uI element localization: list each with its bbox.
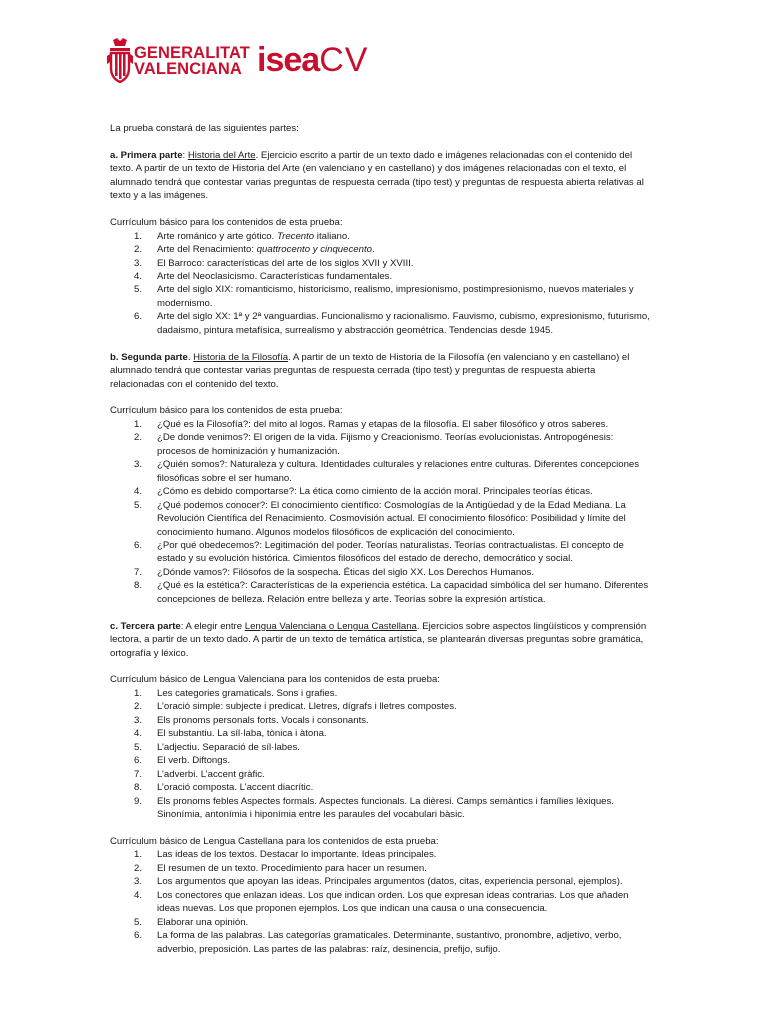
- list-item: 4. El substantiu. La síl·laba, tònica i àtona.: [134, 728, 327, 740]
- generalitat-line-1: GENERALITAT: [134, 44, 250, 62]
- part-a-text: . Ejercicio escrito a partir de un texto dado e imágenes relacionadas con el contenido del texto. A partir de un texto de Historia del Arte (en valenciano y en castellano) y dos imágenes relacionadas con el texto, el alumnado tendrá que contestar varias preguntas de respuesta cerrada (tipo test) y preguntas de respuesta abierta relativas al texto y a las imágenes.: [110, 149, 644, 202]
- list-item: 8. L’oració composta. L’accent diacrític.: [134, 782, 314, 794]
- item-text: ¿Qué es la estética?: Características de la experiencia estética. La capacidad simbólica del ser humano. Diferentes concepciones de belleza. Relación entre belleza y arte. Teorías sobre la expresión artística.: [157, 580, 649, 605]
- item-text: Elaborar una opinión.: [157, 916, 249, 928]
- item-text: Les categories gramaticals. Sons i grafies.: [157, 687, 338, 699]
- list-item: 7. L’adverbi. L’accent gràfic.: [134, 768, 265, 780]
- generalitat-wordmark: [134, 45, 250, 77]
- list-item: 5. ¿Qué podemos conocer?: El conocimiento científico: Cosmologías de la Antigüedad y de la Edad Mediana. La Revolución Científica del Renacimiento. Cosmovisión actual. El conocimiento filosófico: Posibilidad y límite del conocimiento humano. Algunos modelos filosóficos de explicación del conocimiento.: [134, 499, 626, 538]
- list-item: 4. ¿Cómo es debido comportarse?: La ética como cimiento de la acción moral. Principales teorías éticas.: [134, 486, 593, 498]
- part-c-text: . Ejercicios sobre aspectos lingüísticos y comprensión lectora, a partir de un texto dado. A partir de un texto de temática artística, se plantearán diversas preguntas sobre gramática, ortografía y léxico.: [110, 620, 647, 659]
- list-item: 5. Arte del siglo XIX: romanticismo, historicismo, realismo, impresionismo, postimpresionismo, nuevos materiales y modernismo.: [134, 284, 634, 309]
- iseacv-logo: [257, 40, 368, 80]
- item-text: El Barroco: características del arte de los siglos XVII y XVIII.: [157, 257, 414, 269]
- list-item: 6. Arte del siglo XX: 1ª y 2ª vanguardias. Funcionalismo y racionalismo. Fauvismo, cubismo, expresionismo, futurismo, dadaismo, pintura metafísica, surrealismo y abstracción geométrica. Tendencias desde 1945.: [134, 311, 650, 336]
- part-b-text: . A partir de un texto de Historia de la Filosofía (en valenciano y en castellano) el alumnado tendrá que contestar varias preguntas de respuesta cerrada (tipo test) y preguntas de respuesta abierta relacionadas con el contenido del texto.: [110, 351, 630, 390]
- list-item: 3. ¿Quién somos?: Naturaleza y cultura. Identidades culturales y relaciones entre culturas. Diferentes concepciones filosóficas sobre el ser humano.: [134, 459, 640, 484]
- item-text: ¿Qué podemos conocer?: El conocimiento científico: Cosmologías de la Antigüedad y de la Edad Mediana. La Revolución Científica del Renacimiento. Cosmovisión actual. El conocimiento filosófico: Posibilidad y límite del conocimiento humano. Algunos modelos filosóficos de explicación del conocimiento.: [157, 499, 626, 538]
- part-a-label: a. Primera parte: [110, 149, 183, 161]
- item-text: Los argumentos que apoyan las ideas. Principales argumentos (datos, citas, experiencia personal, ejemplos).: [157, 876, 623, 888]
- list-item: 7. ¿Dónde vamos?: Filósofos de la sospecha. Éticas del siglo XX. Los Derechos Humanos.: [134, 566, 535, 578]
- item-text: Arte del siglo XIX: romanticismo, historicismo, realismo, impresionismo, postimpresionismo, nuevos materiales y modernismo.: [157, 284, 634, 309]
- page-header: [107, 38, 407, 88]
- item-text: L’adverbi. L’accent gràfic.: [157, 768, 265, 780]
- item-text: ¿Qué es la Filosofía?: del mito al logos. Ramas y etapas de la filosofía. El saber filosófico y otros saberes.: [157, 418, 609, 430]
- part-a-subject: Historia del Arte: [187, 149, 256, 161]
- part-b-sep: .: [187, 351, 194, 363]
- part-c-paragraph: [110, 620, 650, 660]
- item-text: El substantiu. La síl·laba, tònica i àtona.: [157, 728, 327, 740]
- list-item: 5. Elaborar una opinión.: [134, 916, 249, 928]
- castellana-curriculum-title: Currículum básico de Lengua Castellana para los contenidos de esta prueba:: [110, 835, 439, 847]
- isea-text: isea: [257, 41, 320, 79]
- document-body: [110, 122, 650, 956]
- item-text: Arte del Renacimiento:: [157, 244, 257, 256]
- part-c-label: c. Tercera parte: [110, 620, 181, 632]
- item-text: ¿Cómo es debido comportarse?: La ética como cimiento de la acción moral. Principales teorías éticas.: [157, 486, 593, 498]
- list-item: 2. Arte del Renacimiento: quattrocento y cinquecento.: [134, 244, 375, 256]
- item-text: Arte del Neoclasicismo. Características fundamentales.: [157, 270, 393, 282]
- item-text: Las ideas de los textos. Destacar lo importante. Ideas principales.: [157, 849, 437, 861]
- list-item: 3. El Barroco: características del arte de los siglos XVII y XVIII.: [134, 257, 414, 269]
- list-item: 2. L’oració simple: subjecte i predicat. Lletres, dígrafs i lletres compostes.: [134, 701, 457, 713]
- valenciana-curriculum-title: Currículum básico de Lengua Valenciana para los contenidos de esta prueba:: [110, 674, 440, 686]
- cv-text: CV: [319, 41, 369, 79]
- list-item: 2. ¿De donde venimos?: El origen de la vida. Fijismo y Creacionismo. Teorías evolucionistas. Antropogénesis: procesos de hominización y humanización.: [134, 432, 614, 457]
- list-item: 8. ¿Qué es la estética?: Características de la experiencia estética. La capacidad simbólica del ser humano. Diferentes concepciones de belleza. Relación entre belleza y arte. Teorías sobre la expresión artística.: [134, 580, 649, 605]
- item-text: Els pronoms personals forts. Vocals i consonants.: [157, 714, 369, 726]
- item-italic: cinquecento: [320, 244, 372, 256]
- item-text: Arte románico y arte gótico.: [157, 230, 277, 242]
- list-item: 6. La forma de las palabras. Las categorías gramaticales. Determinante, sustantivo, pronombre, adjetivo, verbo, adverbio, preposición. Las partes de las palabras: raíz, desinencia, prefijo, sufijo.: [134, 930, 622, 955]
- intro-text: La prueba constará de las siguientes partes:: [110, 123, 299, 134]
- item-text: italiano.: [314, 230, 350, 242]
- list-item: 1. Les categories gramaticals. Sons i grafies.: [134, 687, 338, 699]
- item-text: L’adjectiu. Separació de síl·labes.: [157, 741, 300, 753]
- part-b-label: b. Segunda parte: [110, 351, 188, 363]
- list-item: 1. Las ideas de los textos. Destacar lo importante. Ideas principales.: [134, 849, 437, 861]
- item-text: Los conectores que enlazan ideas. Los que indican orden. Los que expresan ideas contrarias. Los que añaden ideas nuevas. Los que proponen ejemplos. Los que indican una causa o una consecuencia.: [157, 889, 629, 915]
- list-item: 2. El resumen de un texto. Procedimiento para hacer un resumen.: [134, 862, 427, 874]
- part-b-curriculum-title: Currículum básico para los contenidos de esta prueba:: [110, 405, 343, 417]
- part-a-sep: :: [182, 149, 188, 161]
- valenciana-list: [110, 687, 650, 822]
- item-text: ¿Dónde vamos?: Filósofos de la sospecha. Éticas del siglo XX. Los Derechos Humanos.: [157, 566, 535, 578]
- list-item: 1. Arte románico y arte gótico. Trecento italiano.: [134, 230, 350, 242]
- list-item: 3. Los argumentos que apoyan las ideas. Principales argumentos (datos, citas, experiencia personal, ejemplos).: [134, 876, 623, 888]
- item-text: ¿Quién somos?: Naturaleza y cultura. Identidades culturales y relaciones entre culturas. Diferentes concepciones filosóficas sobre el ser humano.: [157, 459, 640, 484]
- item-italic: quattrocento: [256, 244, 311, 256]
- item-text: Arte del siglo XX: 1ª y 2ª vanguardias. Funcionalismo y racionalismo. Fauvismo, cubismo, expresionismo, futurismo, dadaismo, pintura metafísica, surrealismo y abstracción geométrica. Tendencias desde 1945.: [157, 311, 650, 336]
- item-text: La forma de las palabras. Las categorías gramaticales. Determinante, sustantivo, pronombre, adjetivo, verbo, adverbio, preposición. Las partes de las palabras: raíz, desinencia, prefijo, sufijo.: [157, 930, 622, 955]
- list-item: 5. L’adjectiu. Separació de síl·labes.: [134, 741, 300, 753]
- item-text: El verb. Diftongs.: [157, 755, 231, 767]
- item-text: ¿Por qué obedecemos?: Legitimación del poder. Teorías naturalistas. Teorías contractualistas. El concepto de estado y su evolución histórica. Cimientos filosóficos del estado de derecho, democrático y social.: [157, 539, 624, 565]
- part-b-list: [110, 418, 650, 606]
- list-item: 3. Els pronoms personals forts. Vocals i consonants.: [134, 714, 369, 726]
- list-item: 6. ¿Por qué obedecemos?: Legitimación del poder. Teorías naturalistas. Teorías contractualistas. El concepto de estado y su evolución histórica. Cimientos filosóficos del estado de derecho, democrático y social.: [134, 539, 624, 565]
- part-a-list: [110, 230, 650, 338]
- part-a-paragraph: [110, 149, 650, 203]
- item-text: ¿De donde venimos?: El origen de la vida. Fijismo y Creacionismo. Teorías evolucionistas. Antropogénesis: procesos de hominización y humanización.: [157, 432, 614, 457]
- generalitat-line-2: VALENCIANA: [134, 60, 242, 78]
- list-item: 6. El verb. Diftongs.: [134, 755, 231, 767]
- list-item: 4. Arte del Neoclasicismo. Características fundamentales.: [134, 270, 393, 282]
- item-text: El resumen de un texto. Procedimiento para hacer un resumen.: [157, 862, 427, 874]
- item-text: L’oració composta. L’accent diacrític.: [157, 782, 314, 794]
- list-item: 1. ¿Qué es la Filosofía?: del mito al logos. Ramas y etapas de la filosofía. El saber filosófico y otros saberes.: [134, 418, 609, 430]
- part-b-paragraph: [110, 351, 650, 391]
- item-italic: y: [310, 244, 321, 256]
- item-text: Els pronoms febles Aspectes formals. Aspectes funcionals. La dièresi. Camps semàntics i famílies lèxiques. Sinonímia, antonímia i hiponímia entre les paraules del vocabulari bàsic.: [157, 795, 614, 821]
- item-italic: Trecento: [276, 230, 315, 242]
- generalitat-crest-logo: [107, 38, 133, 84]
- castellana-list: [110, 848, 650, 956]
- part-c-sep: : A elegir entre: [180, 620, 245, 632]
- part-c-subject: Lengua Valenciana o Lengua Castellana: [244, 620, 417, 632]
- part-b-subject: Historia de la Filosofía: [193, 351, 289, 363]
- list-item: 9. Els pronoms febles Aspectes formals. Aspectes funcionals. La dièresi. Camps semàntics i famílies lèxiques. Sinonímia, antonímia i hiponímia entre les paraules del vocabulari bàsic.: [134, 795, 614, 821]
- list-item: 4. Los conectores que enlazan ideas. Los que indican orden. Los que expresan ideas contrarias. Los que añaden ideas nuevas. Los que proponen ejemplos. Los que indican una causa o una consecuencia.: [134, 889, 629, 915]
- part-a-curriculum-title: Currículum básico para los contenidos de esta prueba:: [110, 217, 343, 229]
- item-text: L’oració simple: subjecte i predicat. Lletres, dígrafs i lletres compostes.: [157, 701, 457, 713]
- item-text: .: [371, 244, 375, 256]
